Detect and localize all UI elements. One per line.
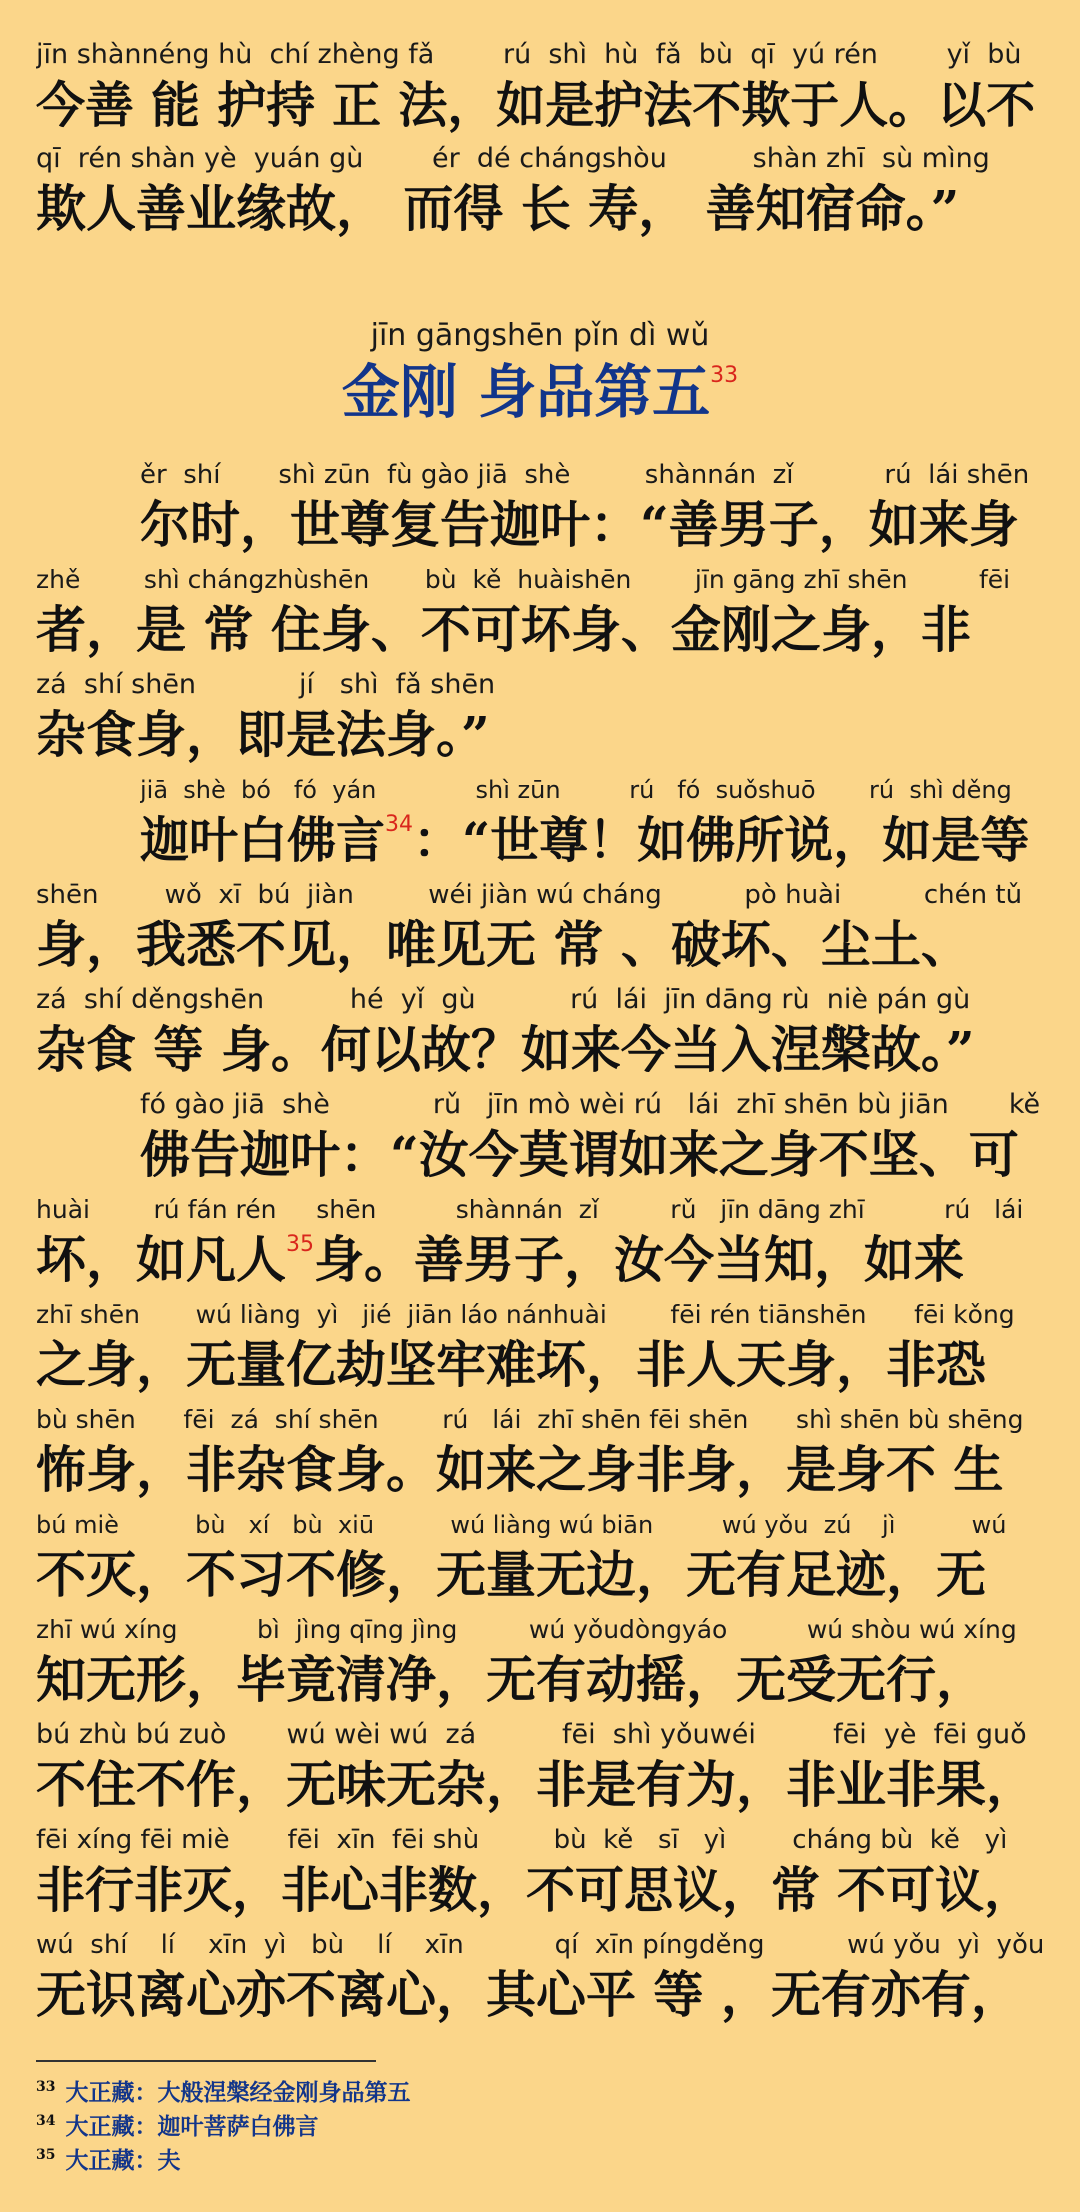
pinyin-row: zhī wú xíng bì jìng qīng jìng wú yǒudòngyáo wú shòu wú xíng	[36, 1615, 1017, 1644]
pinyin-row: ěr shí shì zūn fù gào jiā shè shànnán zǐ rú lái shēn	[140, 460, 1030, 490]
hanzi-row: 知无形，毕竟清净，无有动摇，无受无行，	[36, 1650, 986, 1709]
pinyin-row: fó gào jiā shè rǔ jīn mò wèi rú lái zhī shēn bù jiān kě	[140, 1089, 1041, 1120]
footnote-number: 34	[36, 2113, 56, 2129]
hanzi-text: ：“世尊！如佛所说，如是等	[413, 811, 1030, 869]
footnote-number: 35	[36, 2147, 56, 2163]
hanzi-row	[36, 1227, 1044, 1293]
footnote-text: 大正藏：大般涅槃经金刚身品第五	[65, 2079, 411, 2106]
hanzi-row: 今善 能 护持 正 法，如是护法不欺于人。以不	[36, 76, 1036, 134]
hanzi-row: 无识离心亦不离心，其心平 等 ，无有亦有，	[36, 1965, 1021, 2024]
footnote-text: 大正藏：夫	[65, 2147, 181, 2174]
hanzi-row	[140, 807, 1044, 873]
hanzi-row: 不灭，不习不修，无量无边，无有足迹，无	[36, 1545, 986, 1604]
pinyin-row: qī rén shàn yè yuán gù ér dé chángshòu shàn zhī sù mìng	[36, 143, 990, 174]
footnote-text: 大正藏：迦叶菩萨白佛言	[65, 2113, 319, 2140]
pinyin-row: bú zhù bú zuò wú wèi wú zá fēi shì yǒuwéi fēi yè fēi guǒ	[36, 1719, 1027, 1750]
hanzi-row: 欺人善业缘故， 而得 长 寿， 善知宿命。”	[36, 179, 960, 238]
hanzi-row: 尔时，世尊复告迦叶：“善男子，如来身	[140, 495, 1019, 554]
hanzi-row: 佛告迦叶：“汝今莫谓如来之身不坚、可	[140, 1125, 1019, 1184]
pinyin-row: zhī shēn wú liàng yì jié jiān láo nánhuài fēi rén tiānshēn fēi kǒng	[36, 1300, 1015, 1329]
hanzi-text: 身。善男子，汝今当知，如来	[314, 1230, 964, 1289]
hanzi-row: 杂食 等 身。何以故？如来今当入涅槃故。”	[36, 1020, 975, 1079]
hanzi-text: 坏，如凡人	[36, 1230, 286, 1289]
hanzi-row: 之身，无量亿劫坚牢难坏，非人天身，非恐	[36, 1335, 986, 1394]
pinyin-row: bù shēn fēi zá shí shēn rú lái zhī shēn fēi shēn shì shēn bù shēng	[36, 1405, 1024, 1434]
pinyin-row: huài rú fán rén shēn shànnán zǐ rǔ jīn dāng zhī rú lái	[36, 1195, 1024, 1224]
pinyin-row: zhě shì chángzhùshēn bù kě huàishēn jīn gāng zhī shēn fēi	[36, 565, 1011, 594]
pinyin-row: shēn wǒ xī bú jiàn wéi jiàn wú cháng pò huài chén tǔ	[36, 880, 1023, 910]
hanzi-text: 迦叶白佛言	[140, 811, 386, 869]
hanzi-row: 非行非灭，非心非数，不可思议，常 不可议，	[36, 1861, 1034, 1919]
footnote	[36, 2108, 318, 2141]
hanzi-row: 者，是 常 住身、不可坏身、金刚之身，非	[36, 600, 971, 659]
chapter-title-text: 金刚 身品第五	[341, 358, 711, 426]
hanzi-row: 不住不作，无味无杂，非是有为，非业非果，	[36, 1755, 1036, 1814]
pinyin-row: zá shí děngshēn hé yǐ gù rú lái jīn dāng rù niè pán gù	[36, 984, 971, 1015]
hanzi-row: 杂食身，即是法身。”	[36, 705, 490, 764]
footnote-ref: 35	[286, 1232, 314, 1257]
hanzi-row: 怖身，非杂食身。如来之身非身，是身不 生	[36, 1440, 1004, 1499]
pinyin-row: jiā shè bó fó yán shì zūn rú fó suǒshuō rú shì děng	[140, 776, 1012, 804]
chapter-title-pinyin: jīn gāngshēn pǐn dì wǔ	[370, 318, 710, 353]
pinyin-row: jīn shànnéng hù chí zhèng fǎ rú shì hù fǎ bù qī yú rén yǐ bù	[36, 39, 1022, 70]
pinyin-row: wú shí lí xīn yì bù lí xīn qí xīn píngděng wú yǒu yì yǒu	[36, 1930, 1044, 1960]
chapter-title	[0, 354, 1080, 430]
footnote-divider	[36, 2060, 376, 2062]
pinyin-row: bú miè bù xí bù xiū wú liàng wú biān wú yǒu zú jì wú	[36, 1511, 1007, 1539]
footnote	[36, 2142, 180, 2175]
pinyin-row: fēi xíng fēi miè fēi xīn fēi shù bù kě sī yì cháng bù kě yì	[36, 1825, 1008, 1855]
footnote-ref: 33	[710, 363, 739, 388]
footnote	[36, 2074, 410, 2107]
footnote-ref: 34	[385, 812, 414, 837]
pinyin-row: zá shí shēn jí shì fǎ shēn	[36, 669, 496, 700]
footnote-number: 33	[36, 2079, 56, 2095]
hanzi-row: 身，我悉不见，唯见无 常 、破坏、尘土、	[36, 915, 971, 974]
